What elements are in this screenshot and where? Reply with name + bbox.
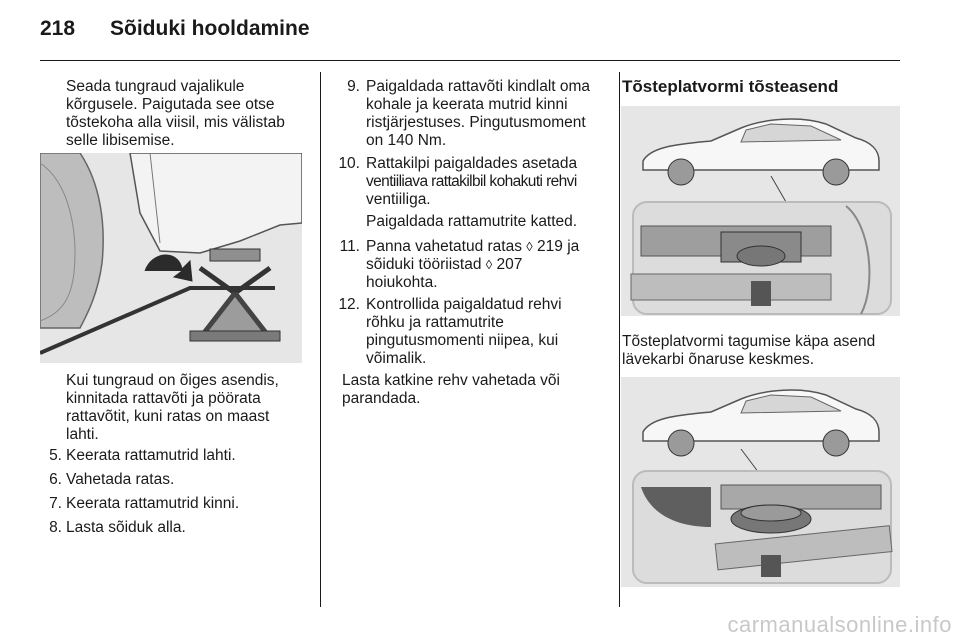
intro-line: Seada tungraud vajalikule (66, 78, 245, 95)
list-number: 8. (49, 519, 62, 536)
list-text: Rattakilpi paigaldades asetada ventiiliava rattakilbil kohakuti rehvi ventiiliga. (366, 155, 578, 208)
lift-front-drawing (621, 106, 900, 316)
list-text: Vahetada ratas. (66, 471, 175, 488)
intro-line: selle libisemise. (66, 132, 175, 149)
paragraph-line: lahti. (66, 426, 99, 443)
closing-paragraph: Lasta katkine rehv vahetada või parandada. (342, 372, 560, 407)
column-3 (619, 0, 960, 642)
page-title: Sõiduki hooldamine (110, 17, 310, 40)
lift-front-illustration (621, 106, 900, 316)
list-number: 9. (347, 78, 360, 95)
hubcap-note: Paigaldada rattamutrite katted. (366, 213, 578, 230)
column-1 (0, 0, 320, 642)
intro-paragraph (66, 78, 316, 150)
list-number: 5. (49, 447, 62, 464)
intro-line: tõstekoha alla viisil, mis välistab (66, 114, 285, 131)
paragraph-line: rattavõtit, kuni ratas on maast (66, 408, 270, 425)
list-text: Lasta sõiduk alla. (66, 519, 186, 536)
watermark: carmanualsonline.info (727, 612, 952, 637)
page-number: 218 (40, 17, 76, 40)
list-number: 11. (339, 238, 360, 255)
list-text: Keerata rattamutrid kinni. (66, 495, 240, 512)
paragraph-line: kinnitada rattavõti ja pöörata (66, 390, 261, 407)
list-number: 10. (338, 155, 360, 172)
page-reference-link[interactable]: 219 ja (537, 238, 580, 255)
figure-caption: Tõsteplatvormi tagumise käpa asend lävekarbi õnaruse keskmes. (622, 333, 876, 368)
jack-drawing (40, 153, 302, 363)
intro-line: kõrgusele. Paigutada see otse (66, 96, 275, 113)
page-ref-arrow-icon: ◊ (526, 239, 533, 254)
page-reference-link[interactable]: 207 (496, 256, 523, 273)
list-text: Kontrollida paigaldatud rehvi rõhku ja rattamutrite pingutusmomenti niipea, kui võimalik. (366, 296, 562, 367)
list-text: Keerata rattamutrid lahti. (66, 447, 236, 464)
list-number: 6. (49, 471, 62, 488)
lift-rear-drawing (621, 377, 900, 587)
list-number: 12. (338, 296, 360, 313)
jack-illustration (40, 153, 302, 363)
list-number: 7. (49, 495, 62, 512)
page-ref-arrow-icon: ◊ (485, 257, 493, 272)
column-2 (320, 0, 619, 642)
paragraph-line: Kui tungraud on õiges asendis, (66, 372, 279, 389)
list-text: Panna vahetatud ratas ◊ 219 ja sõiduki tööriistad ◊ 207 hoiukohta. (366, 238, 580, 291)
lift-rear-illustration (621, 377, 900, 587)
list-text: Paigaldada rattavõti kindlalt oma kohale ja keerata mutrid kinni ristjärjestuses. Pingutusmoment on 140 Nm. (366, 78, 591, 149)
jack-position-paragraph (66, 372, 316, 444)
section-heading: Tõsteplatvormi tõsteasend (622, 77, 839, 96)
